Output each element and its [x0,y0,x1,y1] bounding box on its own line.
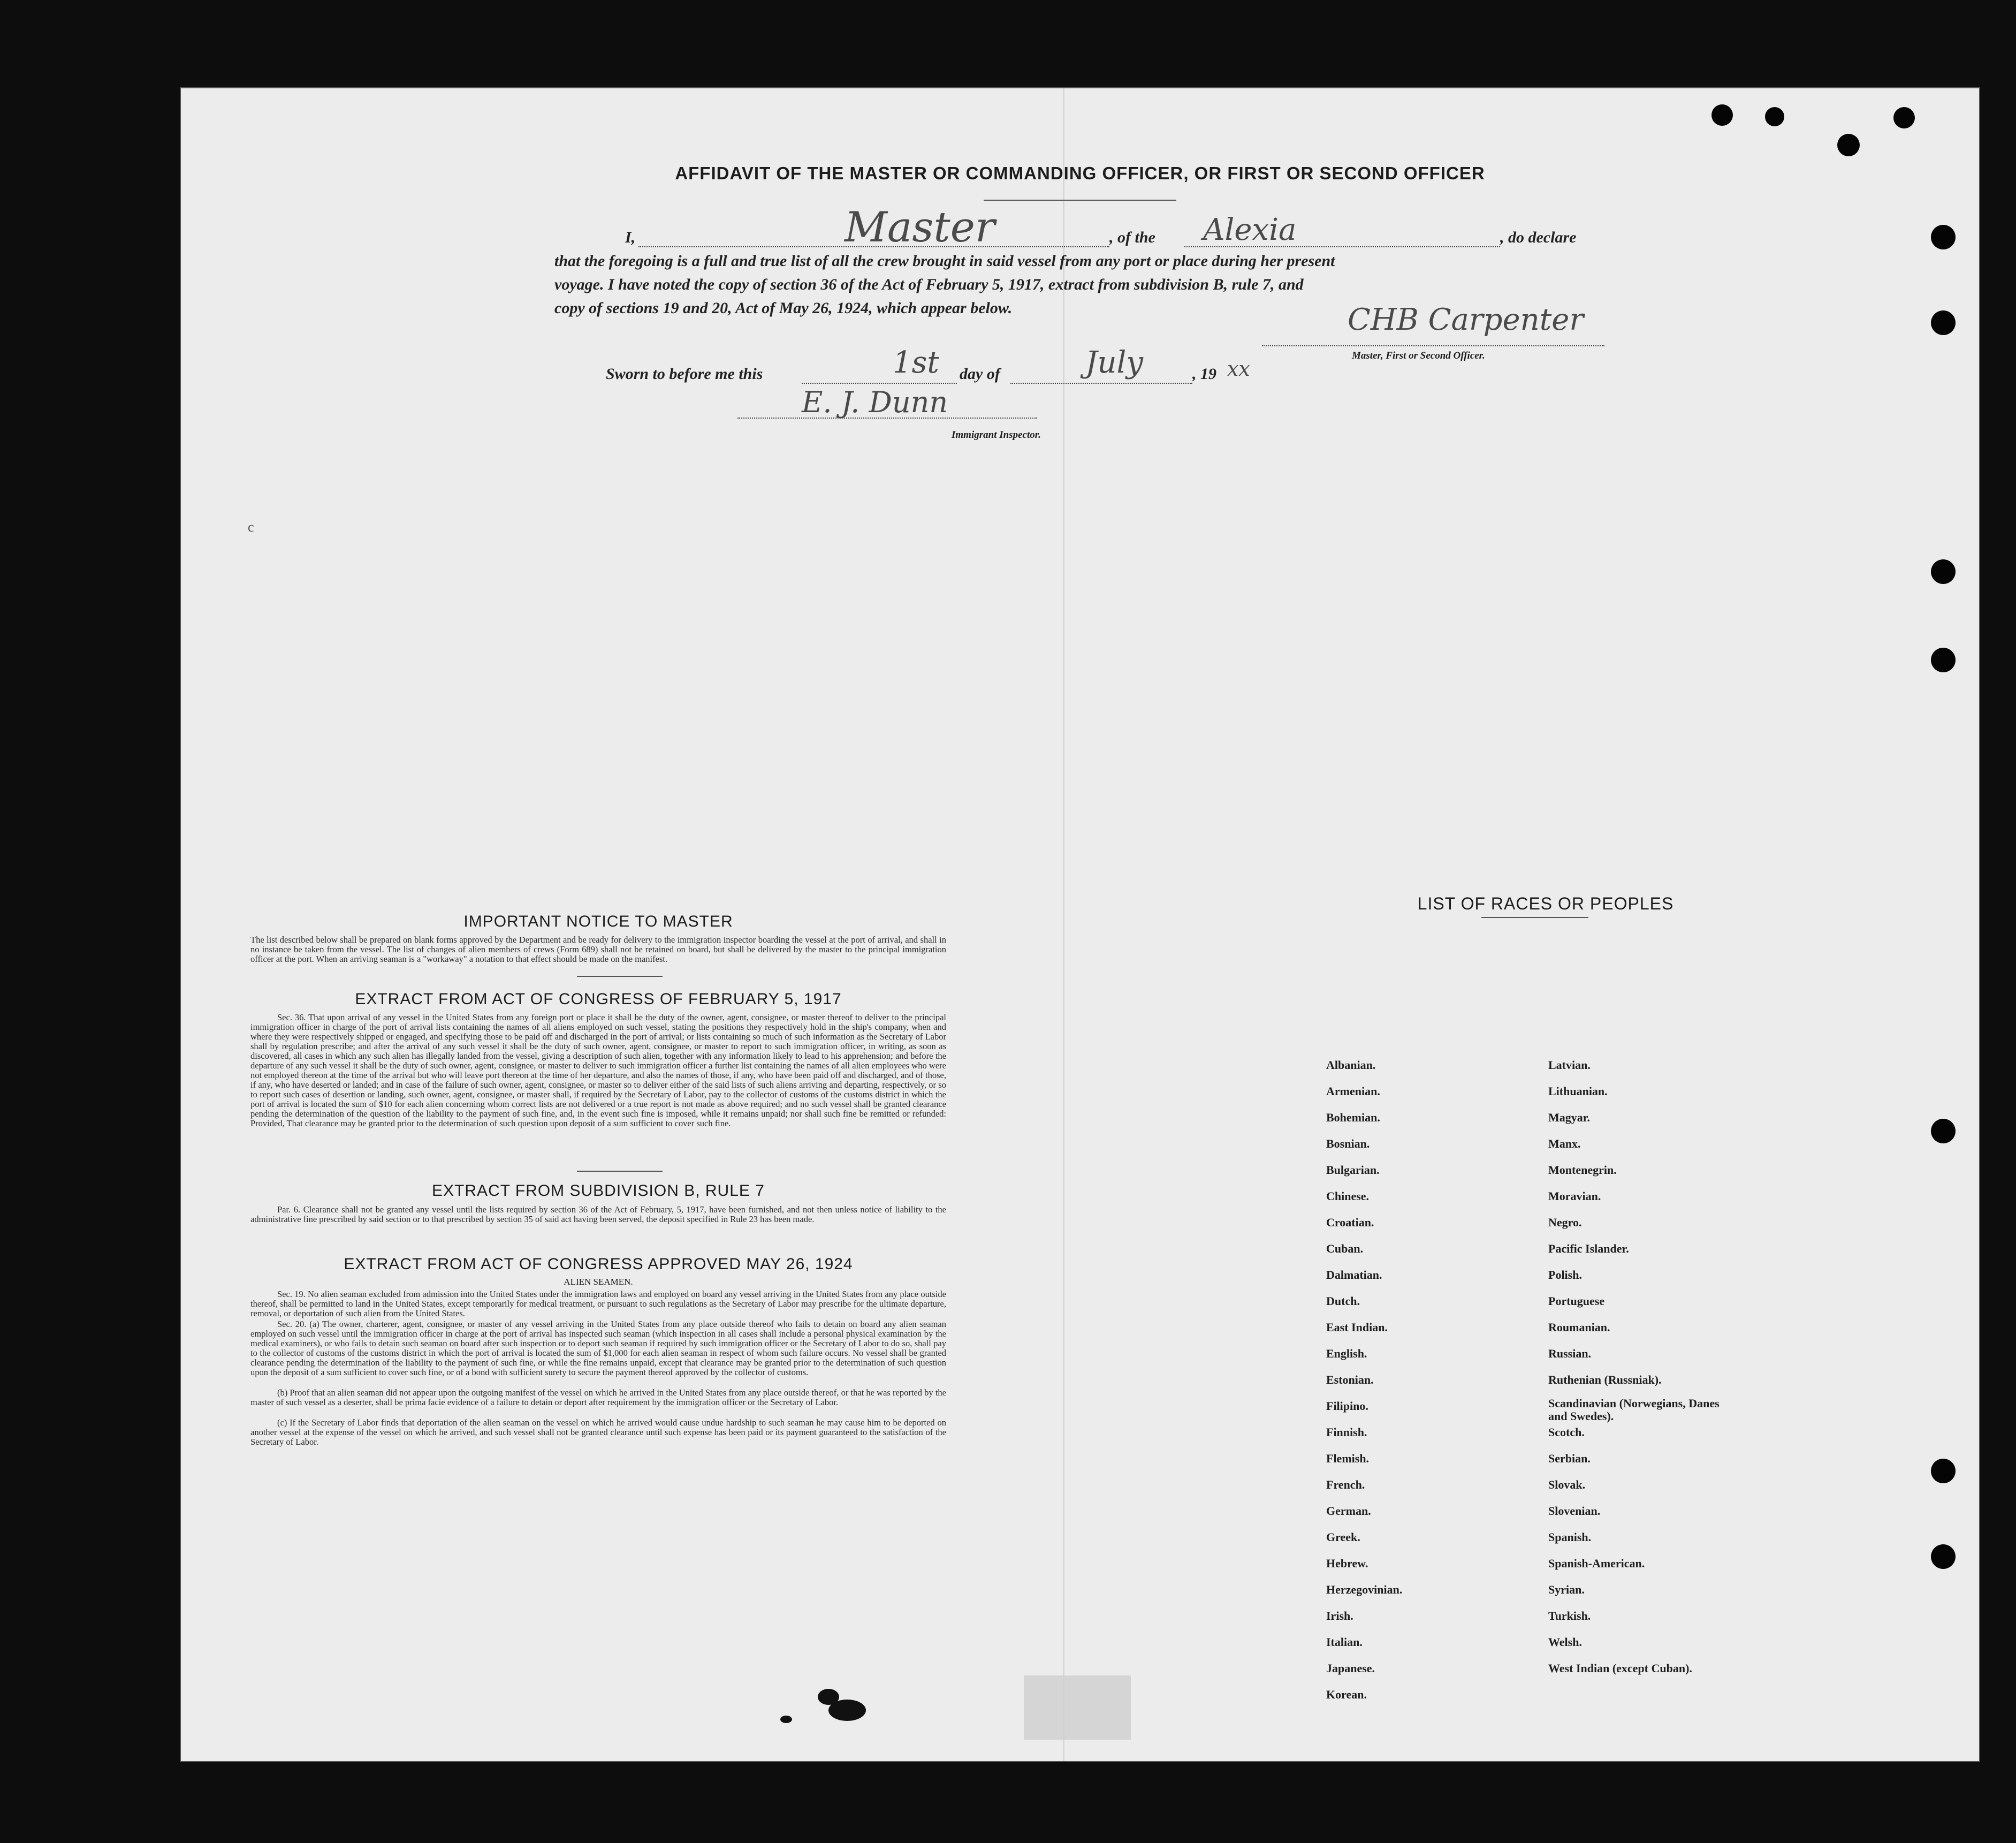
race-item: Albanian. [1326,1058,1376,1072]
declaration-line-2: that the foregoing is a full and true list of all the crew brought in said vessel from any port or place during her present [554,252,1335,270]
punch-hole [1931,1119,1956,1143]
race-item: Bohemian. [1326,1111,1380,1124]
section-divider [577,976,663,977]
notice-body: The list described below shall be prepared on blank forms approved by the Department and be ready for delivery to the immigration inspector boarding the vessel at the port of arrival, and shall in no instance be taken from the vessel. The list of changes of alien members of crews (Form 689) shall not be retained on board, but shall be delivered by the master to the principal immigration officer at the port. When an arriving seaman is a "workaway" a notation to that effect should be made on the manifest. [250,935,946,964]
inspector-signature: E. J. Dunn [802,385,948,419]
race-item: Turkish. [1548,1609,1591,1622]
paper-patch [1024,1675,1131,1740]
day-handwritten: 1st [893,345,939,380]
punch-hole [1931,1544,1956,1569]
punch-hole [1711,104,1733,126]
race-item: Moravian. [1548,1189,1601,1203]
document-page [181,88,1979,1761]
signature-line [1262,345,1604,346]
extract-1924-subtitle: ALIEN SEAMEN. [564,1277,633,1287]
month-handwritten: July [1085,345,1144,380]
title-rule [984,200,1176,201]
race-item: Dalmatian. [1326,1268,1382,1281]
extract-1917-title: EXTRACT FROM ACT OF CONGRESS OF FEBRUARY 5, 1917 [355,990,842,1008]
master-signature: CHB Carpenter [1348,302,1584,337]
race-item: Syrian. [1548,1583,1585,1596]
year-handwritten: xx [1227,357,1250,381]
master-caption: Master, First or Second Officer. [1352,350,1485,361]
race-item: Estonian. [1326,1373,1374,1386]
race-item: Pacific Islander. [1548,1242,1629,1255]
race-item: Bosnian. [1326,1137,1370,1150]
race-item: Italian. [1326,1635,1363,1649]
race-item: Latvian. [1548,1058,1591,1072]
extract-1917-body: Sec. 36. That upon arrival of any vessel in the United States from any foreign port or place it shall be the duty of the owner, agent, consignee, or master thereof to deliver to the principal immigration officer in charge of the port of arrival lists containing the names of all aliens employed on such vessel, stating the positions they respectively hold in the ship's company, when and where they were respectively shipped or engaged, and specifying those to be paid off and discharged in the port of arrival; or lists containing so much of such information as the Secretary of Labor shall by regulation prescribe; and after the arrival of any such vessel it shall be the duty of such owner, agent, consignee, or master to report to such immigration officer, in writing, as soon as discovered, all cases in which any such alien has illegally landed from the vessel, giving a description of such alien, together with any information likely to lead to his apprehension; and before the departure of any such vessel it shall be the duty of such owner, agent, consignee, or master to deliver to such immigration officer a further list containing the names of all alien employees who were not employed thereon at the time of the arrival but who will leave port thereon at the time of her departure, and also the names of those, if any, who have been paid off and discharged, and of those, if any, who have deserted or landed; and in case of the failure of such owner, agent, consignee, or master so to deliver either of the said lists of such aliens arriving and departing, respectively, or so to report such cases of desertion or landing, such owner, agent, consignee, or master shall, if required by the Secretary of Labor, pay to the collector of customs of the customs district in which the port of arrival is located the sum of $10 for each alien concerning whom correct lists are not delivered or a true report is not made as above required; and no such vessel shall be granted clearance pending the determination of the question of the liability to the payment of such fine, and, in the event such fine is imposed, while it remains unpaid; nor shall such fine be remitted or refunded: Provided, That clearance may be granted prior to the determination of such question upon deposit of a sum sufficient to cover such fine. [250,1012,946,1128]
races-title-rule [1481,917,1588,918]
race-item: Japanese. [1326,1662,1375,1675]
i-label: I, [625,229,636,246]
races-title: LIST OF RACES OR PEOPLES [1417,894,1674,913]
master-handwritten: Master [845,203,995,252]
race-item: Greek. [1326,1530,1360,1544]
race-item: German. [1326,1504,1371,1518]
race-item: Herzegovinian. [1326,1583,1403,1596]
race-item: Russian. [1548,1347,1592,1360]
punch-hole [1931,559,1956,584]
punch-hole [1765,107,1784,126]
year-prefix: , 19 [1192,365,1216,383]
affidavit-title: AFFIDAVIT OF THE MASTER OR COMMANDING OFFICER, OR FIRST OR SECOND OFFICER [675,163,1485,183]
declaration-line-4: copy of sections 19 and 20, Act of May 26, 1924, which appear below. [554,299,1013,317]
sec-20b-body: (b) Proof that an alien seaman did not appear upon the outgoing manifest of the vessel on which he arrived in the United States from any place outside thereof, or that he was reported by the master of such vessel as a deserter, shall be prima facie evidence of a failure to detain or deport after requirement by the immigration officer or the Secretary of Labor. [250,1387,946,1407]
race-item: Slovak. [1548,1478,1586,1491]
race-item: Filipino. [1326,1399,1368,1413]
ink-stain [780,1716,792,1723]
sec-20a-body: Sec. 20. (a) The owner, charterer, agent, consignee, or master of any vessel arriving in the United States from any place outside thereof who fails to detain on board any alien seaman employed on such vessel until the immigration officer in charge at the port of arrival has inspected such seaman (which inspection in all cases shall include a personal physical examination by the medical examiners), or who fails to detain such seaman on board after such inspection or to deport such seaman if required by such immigration officer or the Secretary of Labor to do so, shall pay to the collector of customs of the customs district in which the port of arrival is located the sum of $1,000 for each alien seaman in respect of whom such failure occurs. No vessel shall be granted clearance pending the determination of the liability to the payment of such fine, or while the fine remains unpaid, except that clearance may be granted prior to the determination of such question upon the deposit of a sum sufficient to cover such fine, or of a bond with sufficient surety to secure the payment thereof approved by the collector of customs. [250,1319,946,1377]
punch-hole [1931,648,1956,672]
race-item: Croatian. [1326,1216,1374,1229]
declaration-line-3: voyage. I have noted the copy of section 36 of the Act of February 5, 1917, extract from subdivision B, rule 7, and [554,276,1304,293]
race-item: West Indian (except Cuban). [1548,1662,1692,1675]
extract-rule7-title: EXTRACT FROM SUBDIVISION B, RULE 7 [432,1182,765,1200]
punch-hole [1931,225,1956,249]
do-declare-label: , do declare [1500,229,1577,246]
race-item: Ruthenian (Russniak). [1548,1373,1662,1386]
notice-title: IMPORTANT NOTICE TO MASTER [463,913,733,930]
race-item: Spanish-American. [1548,1557,1645,1570]
extract-1924-title: EXTRACT FROM ACT OF CONGRESS APPROVED MAY 26, 1924 [344,1255,853,1273]
race-item: Negro. [1548,1216,1582,1229]
race-item: Montenegrin. [1548,1163,1617,1177]
race-item: Lithuanian. [1548,1084,1608,1098]
inspector-line [737,418,1037,419]
punch-hole [1893,107,1915,128]
month-field-line [1010,383,1192,384]
race-item: Cuban. [1326,1242,1364,1255]
race-item: French. [1326,1478,1365,1491]
race-item: East Indian. [1326,1321,1388,1334]
race-item: Korean. [1326,1688,1367,1701]
vessel-handwritten: Alexia [1203,213,1297,247]
inspector-caption: Immigrant Inspector. [952,429,1041,441]
race-item: Polish. [1548,1268,1582,1281]
section-divider [577,1171,663,1172]
race-item: Finnish. [1326,1425,1367,1439]
stray-mark: c [248,519,254,535]
race-item: Scotch. [1548,1425,1585,1439]
sec-20c-body: (c) If the Secretary of Labor finds that deportation of the alien seaman on the vessel on which he arrived would cause undue hardship to such seaman he may cause him to be deported on another vessel at the expense of the vessel on which he arrived, and such vessel shall not be granted clearance until such expense has been paid or its payment guaranteed to the satisfaction of the Secretary of Labor. [250,1417,946,1447]
day-of-label: day of [960,365,1000,383]
race-item: Welsh. [1548,1635,1582,1649]
race-item: English. [1326,1347,1367,1360]
race-item: Hebrew. [1326,1557,1368,1570]
race-item: Flemish. [1326,1452,1370,1465]
ink-stain [828,1700,866,1721]
sec-19-body: Sec. 19. No alien seaman excluded from admission into the United States under the immigration laws and employed on board any vessel arriving in the United States from any place outside thereof, shall be permitted to land in the United States, except temporarily for medical treatment, or pursuant to such regulations as the Secretary of Labor may prescribe for the ultimate departure, removal, or deportation of such alien from the United States. [250,1289,946,1318]
race-item: Manx. [1548,1137,1581,1150]
sworn-label: Sworn to before me this [606,365,763,383]
punch-hole [1931,1459,1956,1483]
race-item: Roumanian. [1548,1321,1610,1334]
race-item: Scandinavian (Norwegians, Danes and Swedes). [1548,1397,1720,1423]
race-item: Bulgarian. [1326,1163,1380,1177]
day-field-line [802,383,957,384]
punch-hole [1931,310,1956,335]
race-item: Spanish. [1548,1530,1592,1544]
race-item: Armenian. [1326,1084,1380,1098]
race-item: Slovenian. [1548,1504,1601,1518]
race-item: Magyar. [1548,1111,1591,1124]
race-item: Chinese. [1326,1189,1370,1203]
race-item: Irish. [1326,1609,1353,1622]
punch-hole [1837,134,1860,156]
race-item: Portuguese [1548,1294,1605,1308]
extract-rule7-body: Par. 6. Clearance shall not be granted any vessel until the lists required by section 36 of the Act of February, 5, 1917, have been furnished, and not then unless notice of liability to the administrative fine prescribed by said section or to that prescribed by section 35 of said act having been served, the deposit specified in Rule 23 has been made. [250,1204,946,1224]
of-the-label: , of the [1109,229,1155,246]
race-item: Serbian. [1548,1452,1591,1465]
center-fold [1063,88,1064,1761]
race-item: Dutch. [1326,1294,1360,1308]
